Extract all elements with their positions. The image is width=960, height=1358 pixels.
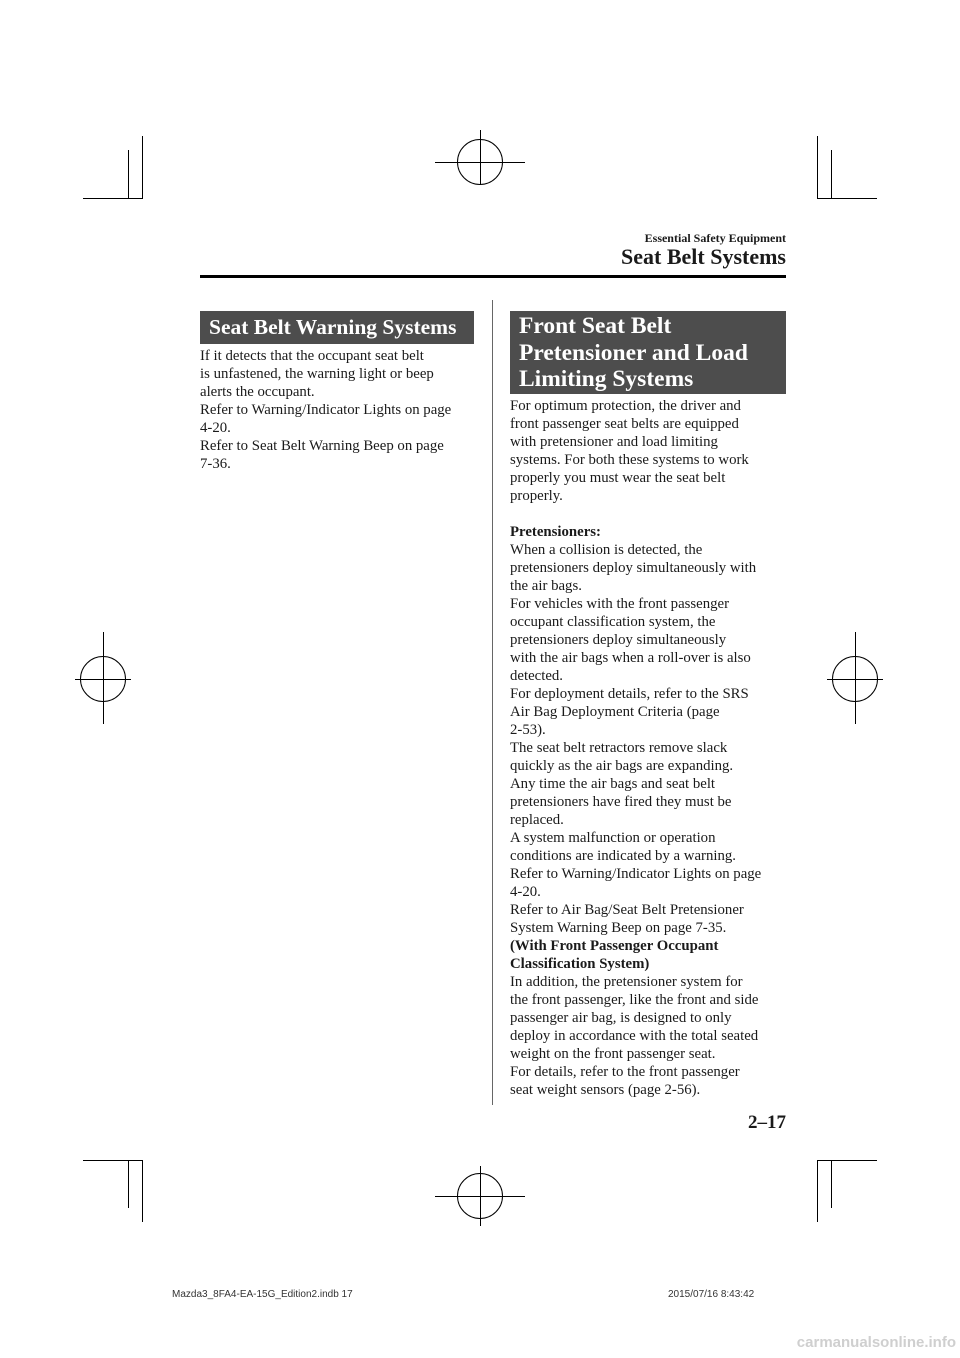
occupant-label: (With Front Passenger Occupant [510,938,719,954]
intro-paragraph [510,397,794,505]
section-label: Essential Safety Equipment [644,231,786,245]
occupant-paragraph [510,973,794,1099]
print-file-name: Mazda3_8FA4-EA-15G_Edition2.indb 17 [172,1289,353,1300]
text-line: For details, refer to the front passenger [510,1064,740,1080]
text-line: properly you must wear the seat belt [510,470,726,486]
text-line: A system malfunction or operation [510,830,716,846]
pretensioners-paragraph [510,541,794,937]
text-line: with pretensioner and load limiting [510,434,718,450]
left-section-heading: Seat Belt Warning Systems [200,311,474,344]
text-line: front passenger seat belts are equipped [510,416,739,432]
text-line: Refer to Seat Belt Warning Beep on page [200,438,444,454]
text-line: The seat belt retractors remove slack [510,740,728,756]
text-line: When a collision is detected, the [510,542,703,558]
text-line: For deployment details, refer to the SRS [510,686,749,702]
text-line: with the air bags when a roll-over is also [510,650,751,666]
text-line: pretensioners have fired they must be [510,794,732,810]
text-line: quickly as the air bags are expanding. [510,758,734,774]
page-number: 2–17 [748,1112,786,1133]
occupant-label: Classification System) [510,956,650,972]
watermark: carmanualsonline.info [796,1334,956,1351]
text-line: Refer to Warning/Indicator Lights on page [510,866,762,882]
heading-line: Limiting Systems [519,366,694,392]
text-line: 4-20. [200,420,231,436]
heading-line: Front Seat Belt [519,313,672,339]
text-line: conditions are indicated by a warning. [510,848,736,864]
text-line: Refer to Warning/Indicator Lights on page [200,402,452,418]
text-line: properly. [510,488,563,504]
text-line: 2-53). [510,722,546,738]
left-section-body [200,347,478,473]
text-line: deploy in accordance with the total seated [510,1028,759,1044]
text-line: 4-20. [510,884,541,900]
column-divider [492,300,493,1105]
text-line: For vehicles with the front passenger [510,596,730,612]
text-line: For optimum protection, the driver and [510,398,741,414]
text-line: occupant classification system, the [510,614,716,630]
text-line: passenger air bag, is designed to only [510,1010,732,1026]
pretensioners-label: Pretensioners: [510,524,601,540]
right-section-body [510,397,794,1099]
text-line: If it detects that the occupant seat belt [200,348,424,364]
right-section-heading [510,311,786,394]
text-line: the air bags. [510,578,582,594]
text-line: replaced. [510,812,564,828]
text-line: systems. For both these systems to work [510,452,749,468]
text-line: pretensioners deploy simultaneously [510,632,727,648]
text-line: Air Bag Deployment Criteria (page [510,704,720,720]
text-line: is unfastened, the warning light or beep [200,366,434,382]
text-line: 7-36. [200,456,231,472]
text-line: System Warning Beep on page 7-35. [510,920,727,936]
text-line: the front passenger, like the front and side [510,992,759,1008]
text-line: In addition, the pretensioner system for [510,974,743,990]
header-rule [200,275,786,278]
print-timestamp: 2015/07/16 8:43:42 [668,1289,755,1300]
text-line: Refer to Air Bag/Seat Belt Pretensioner [510,902,744,918]
text-line: alerts the occupant. [200,384,315,400]
text-line: seat weight sensors (page 2-56). [510,1082,701,1098]
text-line: detected. [510,668,563,684]
heading-line: Pretensioner and Load [519,339,748,366]
text-line: Any time the air bags and seat belt [510,776,716,792]
page-title: Seat Belt Systems [621,244,786,269]
text-line: weight on the front passenger seat. [510,1046,716,1062]
text-line: pretensioners deploy simultaneously with [510,560,757,576]
